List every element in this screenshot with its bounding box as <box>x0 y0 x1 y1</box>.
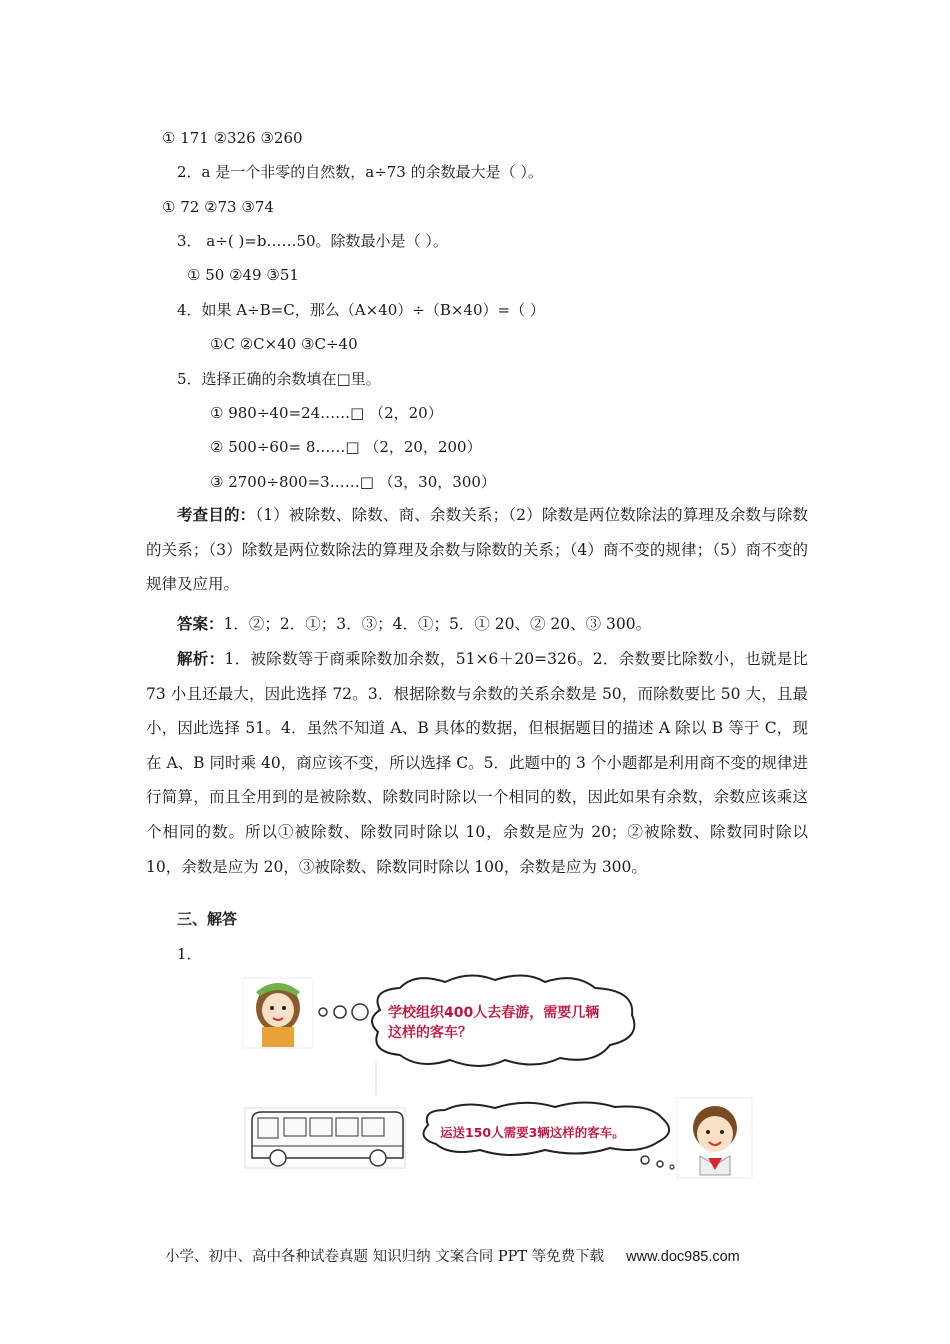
purpose-paragraph <box>146 498 808 602</box>
q5-item-b: ② 500÷60= 8……□ （2，20，200） <box>210 438 482 456</box>
q5-item-c: ③ 2700÷800=3……□ （3，30，300） <box>210 473 496 491</box>
q1-options: ① 171 ②326 ③260 <box>162 129 303 147</box>
question-5: 5．选择正确的余数填在□里。 <box>177 370 381 388</box>
girl-icon <box>243 978 313 1048</box>
section-3-heading: 三、解答 <box>177 910 238 928</box>
analysis-text: 1．被除数等于商乘除数加余数，51×6＋20=326。2．余数要比除数小，也就是比 73 小且还最大，因此选择 72。3．根据除数与余数的关系余数是 50，而除数要比 50 大，且最小，因此选择 51。4．虽然不知道 A、B 具体的数据，但根据题目的描述 A 除以 B 等于 C，现在 A、B 同时乘 40，商应该不变，所以选择 C。5．此题中的 3 个小题都是利用商不变的规律进行简算，而且全用到的是被除数、除数同时除以一个相同的数，因此如果有余数，余数应该乘这个相同的数。所以①被除数、除数同时除以 10，余数是应为 20；②被除数、除数同时除以 10，余数是应为 20，③被除数、除数同时除以 100，余数是应为 300。 <box>146 650 808 876</box>
question-2: 2．a 是一个非零的自然数，a÷73 的余数最大是（ ）。 <box>177 163 543 181</box>
girl-bubble-line-2: 这样的客车？ <box>388 1025 472 1041</box>
footer-text: 小学、初中、高中各种试卷真题 知识归纳 文案合同 PPT 等免费下载 <box>165 1249 605 1265</box>
q2-options: ① 72 ②73 ③74 <box>162 198 274 216</box>
footer <box>165 1245 740 1266</box>
section-3-question-1: 1． <box>177 945 202 963</box>
answer-text: 1．②；2．①；3．③；4．①；5．① 20、② 20、③ 300。 <box>223 615 652 633</box>
answer-label: 答案： <box>177 615 224 633</box>
question-4: 4．如果 A÷B=C，那么（A×40）÷（B×40）=（ ） <box>177 301 545 319</box>
q4-options: ①C ②C×40 ③C÷40 <box>210 335 358 353</box>
purpose-label: 考查目的： <box>177 506 256 524</box>
q5-item-a: ① 980÷40=24……□ （2，20） <box>210 404 443 422</box>
bus-icon <box>245 1108 405 1168</box>
girl-bubble-line-1: 学校组织400人去春游，需要几辆 <box>388 1005 600 1021</box>
answer-paragraph <box>146 607 808 642</box>
q3-options: ① 50 ②49 ③51 <box>187 266 299 284</box>
analysis-label: 解析： <box>177 650 225 668</box>
purpose-text: （1）被除数、除数、商、余数关系；（2）除数是两位数除法的算理及余数与除数的关系；（3）除数是两位数除法的算理及余数与除数的关系；（4）商不变的规律；（5）商不变的规律及应用。 <box>146 506 808 594</box>
analysis-paragraph <box>146 642 808 884</box>
girl-bubble-text <box>388 1003 628 1043</box>
boy-bubble-text: 运送150人需要3辆这样的客车。 <box>440 1125 625 1140</box>
boy-icon <box>677 1098 752 1178</box>
illustration <box>240 970 760 1185</box>
footer-url[interactable]: www.doc985.com <box>626 1249 740 1265</box>
question-3: 3． a÷( )=b……50。除数最小是（ ）。 <box>177 232 448 250</box>
